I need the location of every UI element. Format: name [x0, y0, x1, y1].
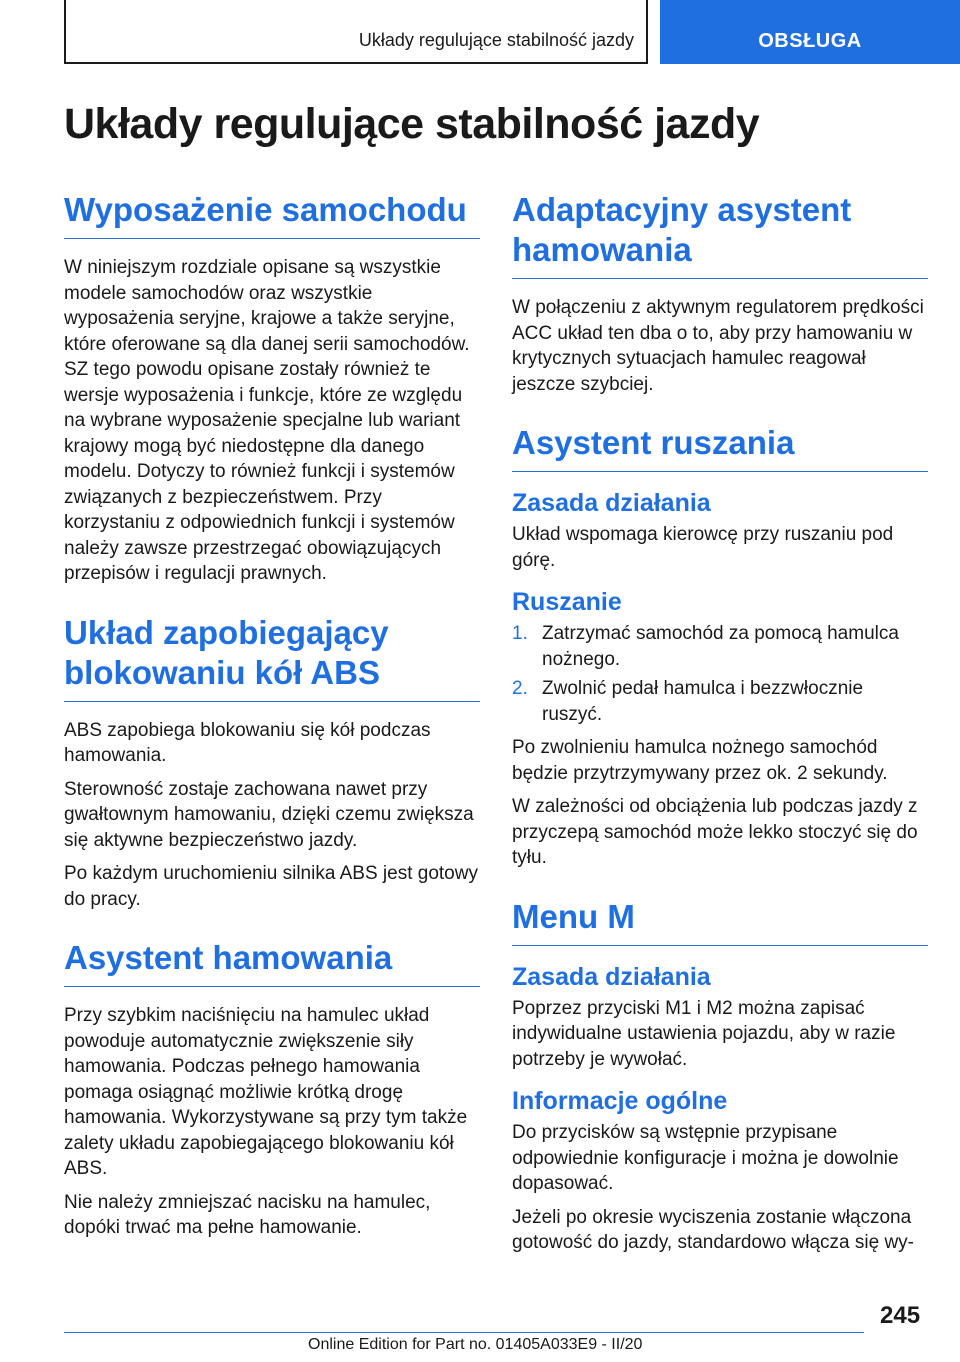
footer-divider [64, 1332, 864, 1333]
paragraph: W połączeniu z aktywnym regulatorem prędkości ACC układ ten dba o to, aby przy hamowaniu w krytycznych sytuacjach hamulec reagował jeszcze szybciej. [512, 297, 924, 395]
paragraph: W zależności od obciążenia lub podczas jazdy z przyczepą samochód może lekko stoczyć się do tyłu. [512, 796, 918, 868]
paragraph: Poprzez przyciski M1 i M2 można zapisać indywidualne ustawienia pojazdu, aby w razie potrzeby je wywołać. [512, 997, 896, 1070]
step-text: Zwolnić pedał hamulca i bezzwłocznie ruszyć. [542, 678, 864, 725]
step-text: Zatrzymać samochód za pomocą hamulca nożnego. [542, 623, 899, 670]
header-box [64, 0, 648, 64]
section-title-adaptive-brake-assist: Adaptacyjny asystent hamowania [512, 190, 928, 279]
section-title-m-menu: Menu M [512, 897, 928, 946]
subsection-title-principle: Zasada działania [512, 489, 711, 517]
steps-list [512, 621, 928, 727]
paragraph: ABS zapobiega blokowaniu się kół podczas hamowania. [64, 719, 431, 766]
list-item [512, 676, 928, 727]
page-number: 245 [880, 1302, 921, 1329]
subsection-title-principle: Zasada działania [512, 962, 711, 991]
paragraph: Układ wspomaga kierowcę przy ruszaniu pod górę. [512, 524, 894, 571]
footer-edition-link[interactable]: Online Edition for Part no. 01405A033E9 - II/20 [308, 1336, 643, 1353]
paragraph: Do przycisków są wstępnie przypisane odpowiednie konfiguracje i można je dowolnie dopasować. [512, 1122, 899, 1194]
step-number: 2. [512, 678, 528, 699]
header-section-title: Układy regulujące stabilność jazdy [358, 30, 634, 50]
section-title-brake-assist: Asystent hamowania [64, 938, 480, 987]
page-title: Układy regulujące stabilność jazdy [64, 100, 760, 148]
subsection-title-general-info: Informacje ogólne [512, 1087, 728, 1115]
paragraph: Jeżeli po okresie wyciszenia zostanie włączona gotowość do jazdy, standardowo włącza się wy- [512, 1206, 915, 1253]
left-column [64, 190, 480, 1249]
chapter-tab[interactable]: OBSŁUGA [660, 0, 960, 64]
paragraph: Nie należy zmniejszać nacisku na hamulec, dopóki trwać ma pełne hamowanie. [64, 1191, 431, 1238]
section-title-abs: Układ zapobiegający blokowaniu kół ABS [64, 613, 480, 702]
paragraph: Sterowność zostaje zachowana nawet przy gwałtownym hamowaniu, dzięki czemu zwiększa się aktywne bezpieczeństwo jazdy. [64, 778, 474, 851]
subsection-title-starting: Ruszanie [512, 588, 622, 616]
paragraph: Po zwolnieniu hamulca nożnego samochód będzie przytrzymywany przez ok. 2 sekundy. [512, 737, 888, 784]
paragraph: Po każdym uruchomieniu silnika ABS jest gotowy do pracy. [64, 863, 478, 910]
section-title-equipment: Wyposażenie samochodu [64, 190, 480, 239]
section-title-hill-start-assist: Asystent ruszania [512, 423, 928, 472]
paragraph: W niniejszym rozdziale opisane są wszystkie modele samochodów oraz wszystkie wyposażenia seryjne, krajowe a także seryjne, które oferowane są dla danej serii samochodów. SZ tego powodu opisane zostały również te wersje wyposażenia i funkcje, które ze względu na wybrane wyposażenie specjalne lub wariant krajowy mogą być niedostępne dla danego modelu. Dotyczy to również funkcji i systemów związanych z bezpieczeństwem. Przy korzystaniu z odpowiednich funkcji i systemów należy zawsze przestrzegać obowiązujących przepisów i regulacji prawnych. [64, 257, 470, 584]
step-number: 1. [512, 623, 528, 644]
paragraph: Przy szybkim naciśnięciu na hamulec układ powoduje automatycznie zwiększenie siły hamowania. Podczas pełnego hamowania pomaga osiągnąć możliwie krótką drogę hamowania. Wykorzystywane są przy tym także zalety układu zapobiegającego blokowaniu kół ABS. [64, 1005, 468, 1179]
right-column [512, 190, 928, 1264]
list-item [512, 621, 928, 672]
